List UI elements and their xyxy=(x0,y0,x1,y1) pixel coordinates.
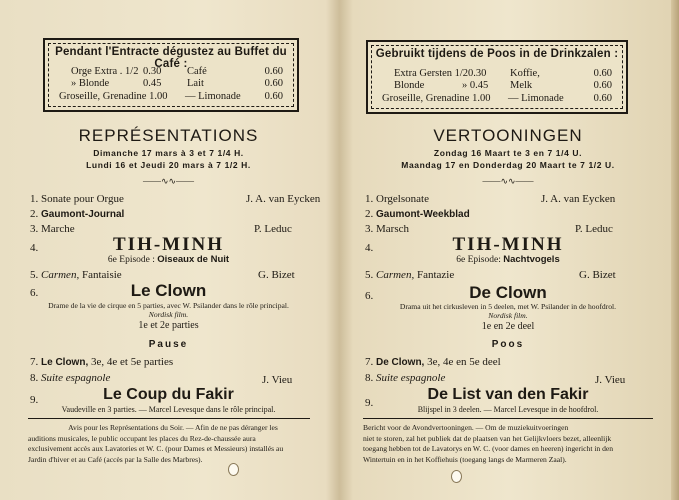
film-title: Le Clown xyxy=(130,281,207,300)
film-parts: 1e et 2e parties xyxy=(138,320,199,331)
program-item: 7. Le Clown, 3e, 4e et 5e parties xyxy=(30,356,174,368)
buffet-title: Pendant l'Entracte dégustez au Buffet du Café : xyxy=(55,46,287,70)
program-author: J. Vieu xyxy=(595,374,626,386)
program-item: 7. De Clown, 3e, 4e en 5e deel xyxy=(365,356,501,368)
program-item-number: 6. xyxy=(30,287,39,299)
film-description: Drame de la vie de cirque en 5 parties, avec W. Psilander dans le rôle principal. xyxy=(48,301,289,310)
program-item: 2. Gaumont-Weekblad xyxy=(365,208,470,220)
program-author: G. Bizet xyxy=(579,269,616,281)
program-item-number: 4. xyxy=(30,242,39,254)
section-title: REPRÉSENTATIONS xyxy=(78,126,259,145)
program-item: 1. Sonate pour Orgue xyxy=(30,193,124,205)
pause-label: Pause xyxy=(148,339,189,350)
notice: Avis pour les Représentations du Soir. — Afin de ne pas déranger les auditions musicales, le public occupant les places du Rez-de-chaussée aura exclusivement accès aux Lavatories et W. C. (pour Dames et Messieurs) installés au Jardin d'hiver et au Café (accès par la Salle des Marbres). xyxy=(28,423,284,464)
page-edge xyxy=(671,0,679,500)
program-item-number: 9. xyxy=(30,394,39,406)
divider xyxy=(28,418,310,419)
film-studio: Nordisk film. xyxy=(488,311,528,320)
program-item: 5. Carmen, Fantaisie xyxy=(30,269,122,281)
film-description: Drama uit het cirkusleven in 5 deelen, met W. Psilander in de hoofdrol. xyxy=(399,302,617,311)
right-page xyxy=(343,0,673,500)
feature-title: TIH-MINH xyxy=(452,234,564,255)
program-item-number: 4. xyxy=(365,242,374,254)
date-line: Maandag 17 en Donderdag 20 Maart te 7 1/2 U. xyxy=(401,160,615,170)
film-studio: Nordisk film. xyxy=(148,310,189,319)
film-parts: 1e en 2e deel xyxy=(481,321,535,332)
feature-title: TIH-MINH xyxy=(113,234,224,255)
pause-label: Poos xyxy=(491,339,525,350)
program-item: 5. Carmen, Fantazie xyxy=(365,269,455,281)
program-item: 8. Suite espagnole xyxy=(30,372,111,384)
date-line: Zondag 16 Maart te 3 en 7 1/4 U. xyxy=(433,148,583,158)
program-author: G. Bizet xyxy=(258,269,295,281)
punch-hole xyxy=(228,463,239,476)
punch-hole xyxy=(451,470,462,483)
date-line: Dimanche 17 mars à 3 et 7 1/4 H. xyxy=(93,148,244,158)
notice: Bericht voor de Avondvertooningen. — Om de muziekuitvoeringen niet te storen, zal het publiek dat de plaatsen van het Gelijkvloers bezet, alleenlijk toegang hebben tot de Lavatorys en W. C. (voor dames en heeren) ingericht in den Wintertuin en in het Koffiehuis (toegang langs de Marmeren Zaal). xyxy=(363,423,614,464)
date-line: Lundi 16 et Jeudi 20 mars à 7 1/2 H. xyxy=(86,160,251,170)
buffet-title: Gebruikt tijdens de Poos in de Drinkzalen : xyxy=(375,48,619,60)
episode-line: 6e Episode : Oiseaux de Nuit xyxy=(107,254,230,265)
program-item: 3. Marsch xyxy=(365,223,409,235)
program-author: J. A. van Eycken xyxy=(541,193,616,205)
program-item: 3. Marche xyxy=(30,223,75,235)
left-page xyxy=(0,0,337,500)
program-item: 8. Suite espagnole xyxy=(365,372,446,384)
program-item-number: 9. xyxy=(365,397,374,409)
program-author: J. A. van Eycken xyxy=(246,193,321,205)
film-title: De Clown xyxy=(469,283,547,302)
buffet-box: Gebruikt tijdens de Poos in de Drinkzalen : Extra Gersten 1/2 0.30 Koffie, 0.60 Blonde » 0.45 Melk 0.60 Groseille, Grenadine 1.00 — Limonade 0.60 xyxy=(366,40,628,114)
film-description: Blijspel in 3 deelen. — Marcel Levesque in de hoofdrol. xyxy=(417,405,599,414)
ornament: ——∿∿—— xyxy=(142,176,195,186)
buffet-box: Pendant l'Entracte dégustez au Buffet du Café : Orge Extra . 1/2 0.30 Café 0.60 » Blonde 0.45 Lait 0.60 Groseille, Grenadine 1.00 — Limonade 0.60 xyxy=(43,38,299,112)
divider xyxy=(363,418,653,419)
section-title: VERTOONINGEN xyxy=(433,126,583,145)
program-author: P. Leduc xyxy=(575,223,613,235)
episode-line: 6e Episode: Nachtvogels xyxy=(456,254,560,265)
program-item: 2. Gaumont-Journal xyxy=(30,208,125,220)
ornament: ——∿∿—— xyxy=(482,176,534,186)
film-description: Vaudeville en 3 parties. — Marcel Levesque dans le rôle principal. xyxy=(61,405,276,414)
program-author: P. Leduc xyxy=(254,223,292,235)
program-item: 1. Orgelsonate xyxy=(365,193,429,205)
film-title: De List van den Fakir xyxy=(427,386,589,403)
program-item-number: 6. xyxy=(365,290,374,302)
film-title: Le Coup du Fakir xyxy=(103,386,234,403)
program-author: J. Vieu xyxy=(262,374,293,386)
